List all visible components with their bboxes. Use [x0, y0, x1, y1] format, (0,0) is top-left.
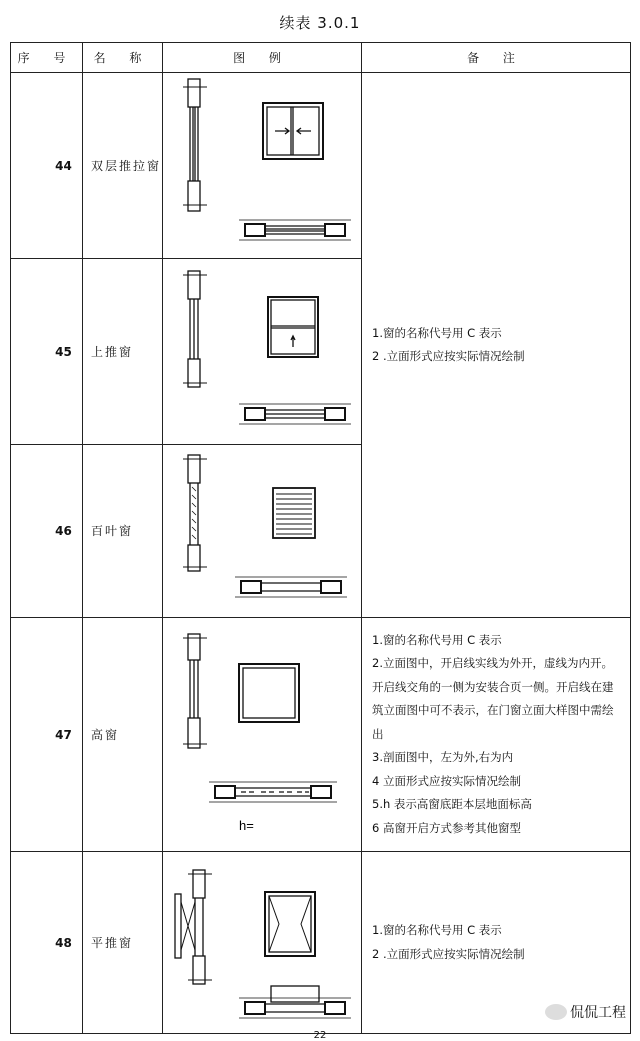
note-line: 1.窗的名称代号用 C 表示 [372, 632, 502, 647]
note-line: 4 立面形式应按实际情况绘制 [372, 773, 521, 788]
parallel-push-window-drawing [163, 852, 362, 1033]
header-row [11, 43, 631, 73]
row-number: 45 [11, 259, 83, 445]
note-line: 1.窗的名称代号用 C 表示 [372, 923, 502, 937]
row-name: 平推窗 [83, 852, 163, 1034]
figure-high-window [163, 618, 362, 852]
high-window-drawing [163, 618, 362, 851]
notes-row-47 [362, 618, 631, 852]
page-number: 22 [313, 1030, 327, 1041]
row-number: 48 [11, 852, 83, 1034]
table-row [11, 852, 631, 1034]
height-label: h= [239, 818, 254, 833]
notes-rows-44-46 [362, 73, 631, 618]
row-name: 高窗 [83, 618, 163, 852]
row-number: 46 [11, 445, 83, 618]
row-name: 百叶窗 [83, 445, 163, 618]
row-number: 47 [11, 618, 83, 852]
page-title: 续表 3.0.1 [279, 14, 361, 32]
figure-double-sliding-window [163, 73, 362, 259]
header-no: 序 号 [11, 43, 83, 73]
note-line: 5.h 表示高窗底距本层地面标高 [372, 797, 532, 812]
note-line: 3.剖面图中，左为外,右为内 [372, 750, 514, 765]
header-name: 名 称 [83, 43, 163, 73]
row-name: 上推窗 [83, 259, 163, 445]
wechat-logo-icon [545, 1004, 567, 1020]
watermark-text: 侃侃工程 [570, 1005, 626, 1021]
louver-window-drawing [163, 445, 362, 617]
row-name: 双层推拉窗 [83, 73, 163, 259]
watermark [545, 1002, 626, 1022]
double-sliding-window-drawing [163, 73, 362, 258]
figure-upper-push-window [163, 259, 362, 445]
table-row [11, 618, 631, 852]
row-number: 44 [11, 73, 83, 259]
table-row [11, 73, 631, 259]
window-legend-table [10, 42, 631, 1034]
note-line: 1.窗的名称代号用 C 表示 [372, 325, 502, 340]
header-notes: 备 注 [362, 43, 631, 73]
note-line: 2 .立面形式应按实际情况绘制 [372, 946, 525, 961]
upper-push-window-drawing [163, 259, 362, 444]
header-figure: 图 例 [163, 43, 362, 73]
figure-louver-window [163, 445, 362, 618]
figure-parallel-push-window [163, 852, 362, 1034]
note-line: 6 高窗开启方式参考其他窗型 [372, 820, 521, 835]
note-line: 2 .立面形式应按实际情况绘制 [372, 349, 525, 363]
note-line: 2.立面图中，开启线实线为外开，虚线为内开。开启线交角的一侧为安装合页一侧。开启线在建筑立面图中可不表示，在门窗立面大样图中需绘出 [372, 656, 614, 741]
